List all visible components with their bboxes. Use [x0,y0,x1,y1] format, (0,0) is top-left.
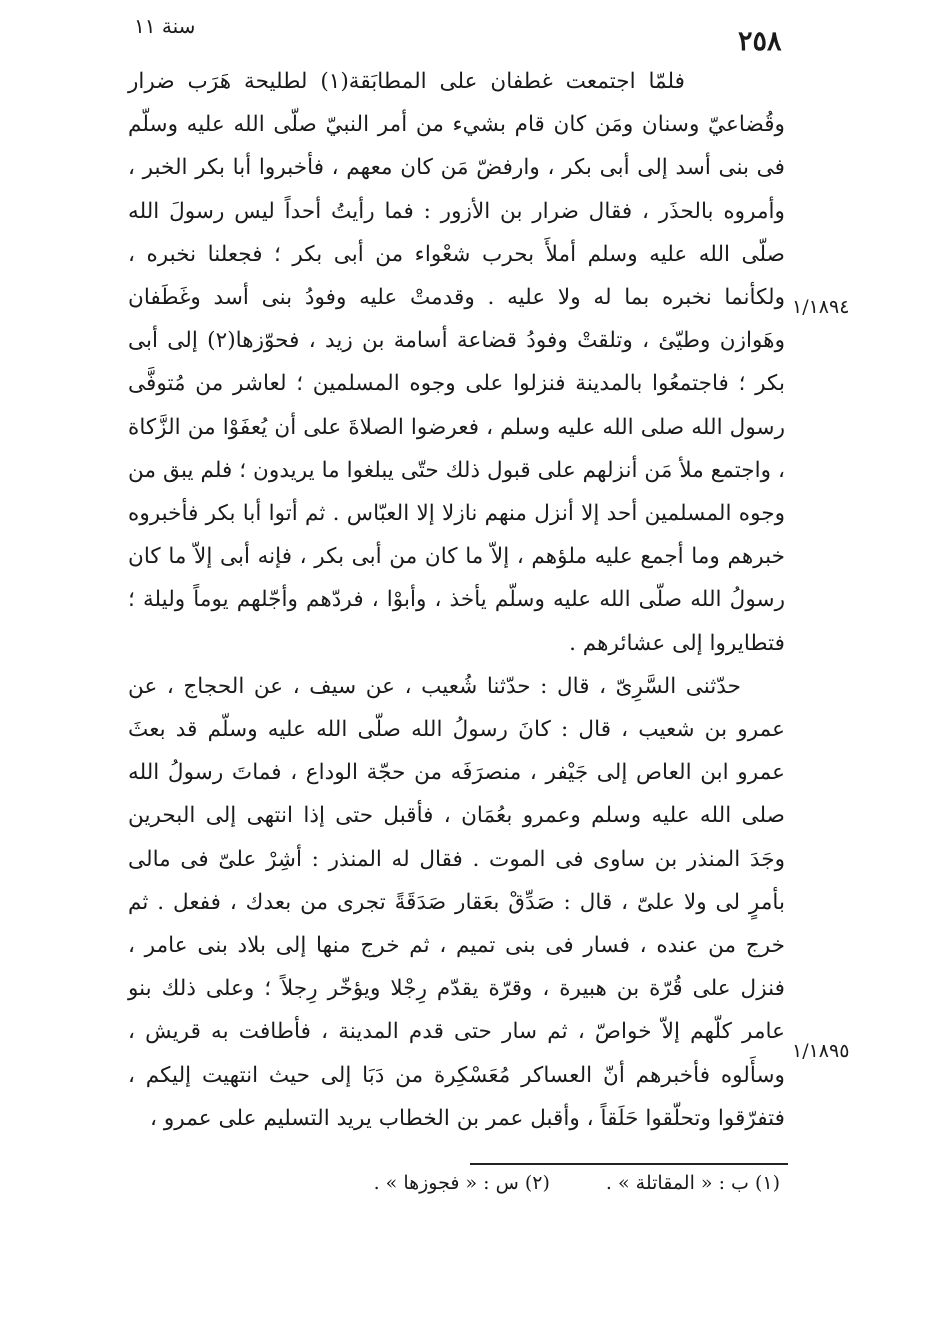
margin-reference: ١/١٨٩٤ [792,296,850,318]
footnote: (٢) س : « فجوزها » . [373,1172,550,1194]
footnotes [300,1172,780,1194]
running-header-year: سنة ١١ [134,14,196,38]
paragraph: حدّثنى السَّرِىّ ، قال : حدّثنا شُعيب ، عن سيف ، عن الحجاج ، عن عمرو بن شعيب ، قال : كانَ رسولُ الله صلّى الله عليه وسلّم قد بعثَ عمرو ابن العاص إلى جَيْفر ، منصرَفَه من حجّة الوداع ، فماتَ رسولُ الله صلى الله عليه وسلم وعمرو بعُمَان ، فأقبل حتى إذا انتهى إلى البحرين وجَدَ المنذر بن ساوى فى الموت . فقال له المنذر : أشِرْ علىّ فى مالى بأمرٍ لى ولا علىّ ، قال : صَدِّقْ بعَقار صَدَقَةً تجرى من بعدك ، ففعل . ثم خرج من عنده ، فسار فى بنى تميم ، ثم خرج منها إلى بلاد بنى عامر ، فنزل على قُرّة بن هبيرة ، وقرّة يقدّم رِجْلا ويؤخّر رِجلاً ؛ وعلى ذلك بنو عامر كلّهم إلاّ خواصّ ، ثم سار حتى قدم المدينة ، فأطافت به قريش ، وسأَلوه فأخبرهم أنّ العساكر مُعَسْكِرة من دَبَا إلى حيث انتهيت إليكم ، فتفرّقوا وتحلّقوا حَلَقاً ، وأقبل عمر بن الخطاب يريد التسليم على عمرو ، [128,673,785,1131]
main-text [128,60,785,1140]
footnote: (١) ب : « المقاتلة » . [605,1172,780,1194]
footnote-divider [470,1163,788,1165]
margin-reference: ١/١٨٩٥ [792,1040,850,1062]
page-number: ٢٥٨ [738,26,782,57]
paragraph: فلمّا اجتمعت غطفان على المطابَقة(١) لطليحة هَرَب ضرار وقُضاعيّ وسنان ومَن كان قام بشيء من أمر النبيّ صلّى الله عليه وسلّم فى بنى أسد إلى أبى بكر ، وارفضّ مَن كان معهم ، فأخبروا أبا بكر الخبر ، وأمروه بالحذَر ، فقال ضرار بن الأزور : فما رأيتُ أحداً ليس رسولَ الله صلّى الله عليه وسلم أملأَ بحرب شعْواء من أبى بكر ؛ فجعلنا نخبره ، ولكأنما نخبره بما له ولا عليه . وقدمتْ عليه وفودُ بنى أسد وغَطَفان وهَوازن وطيّئ ، وتلقتْ وفودُ قضاعة أسامة بن زيد ، فحوّزها(٢) إلى أبى بكر ؛ فاجتمعُوا بالمدينة فنزلوا على وجوه المسلمين ؛ لعاشر من مُتوفَّى رسول الله صلى الله عليه وسلم ، فعرضوا الصلاةَ على أن يُعفَوْا من الزَّكاة ، واجتمع ملأ مَن أنزلهم على قبول ذلك حتّى يبلغوا ما يريدون ؛ فلم يبق من وجوه المسلمين أحد إلا أنزل منهم نازلا إلا العبّاس . ثم أتوا أبا بكر فأخبروه خبرهم وما أجمع عليه ملؤهم ، إلاّ ما كان من أبى بكر ، فإنه أبى إلاّ ما كان رسولُ الله صلّى الله عليه وسلّم يأخذ ، وأبوْا ، فردّهم وأجّلهم يوماً وليلة ؛ فتطايروا إلى عشائرهم . [128,69,785,656]
